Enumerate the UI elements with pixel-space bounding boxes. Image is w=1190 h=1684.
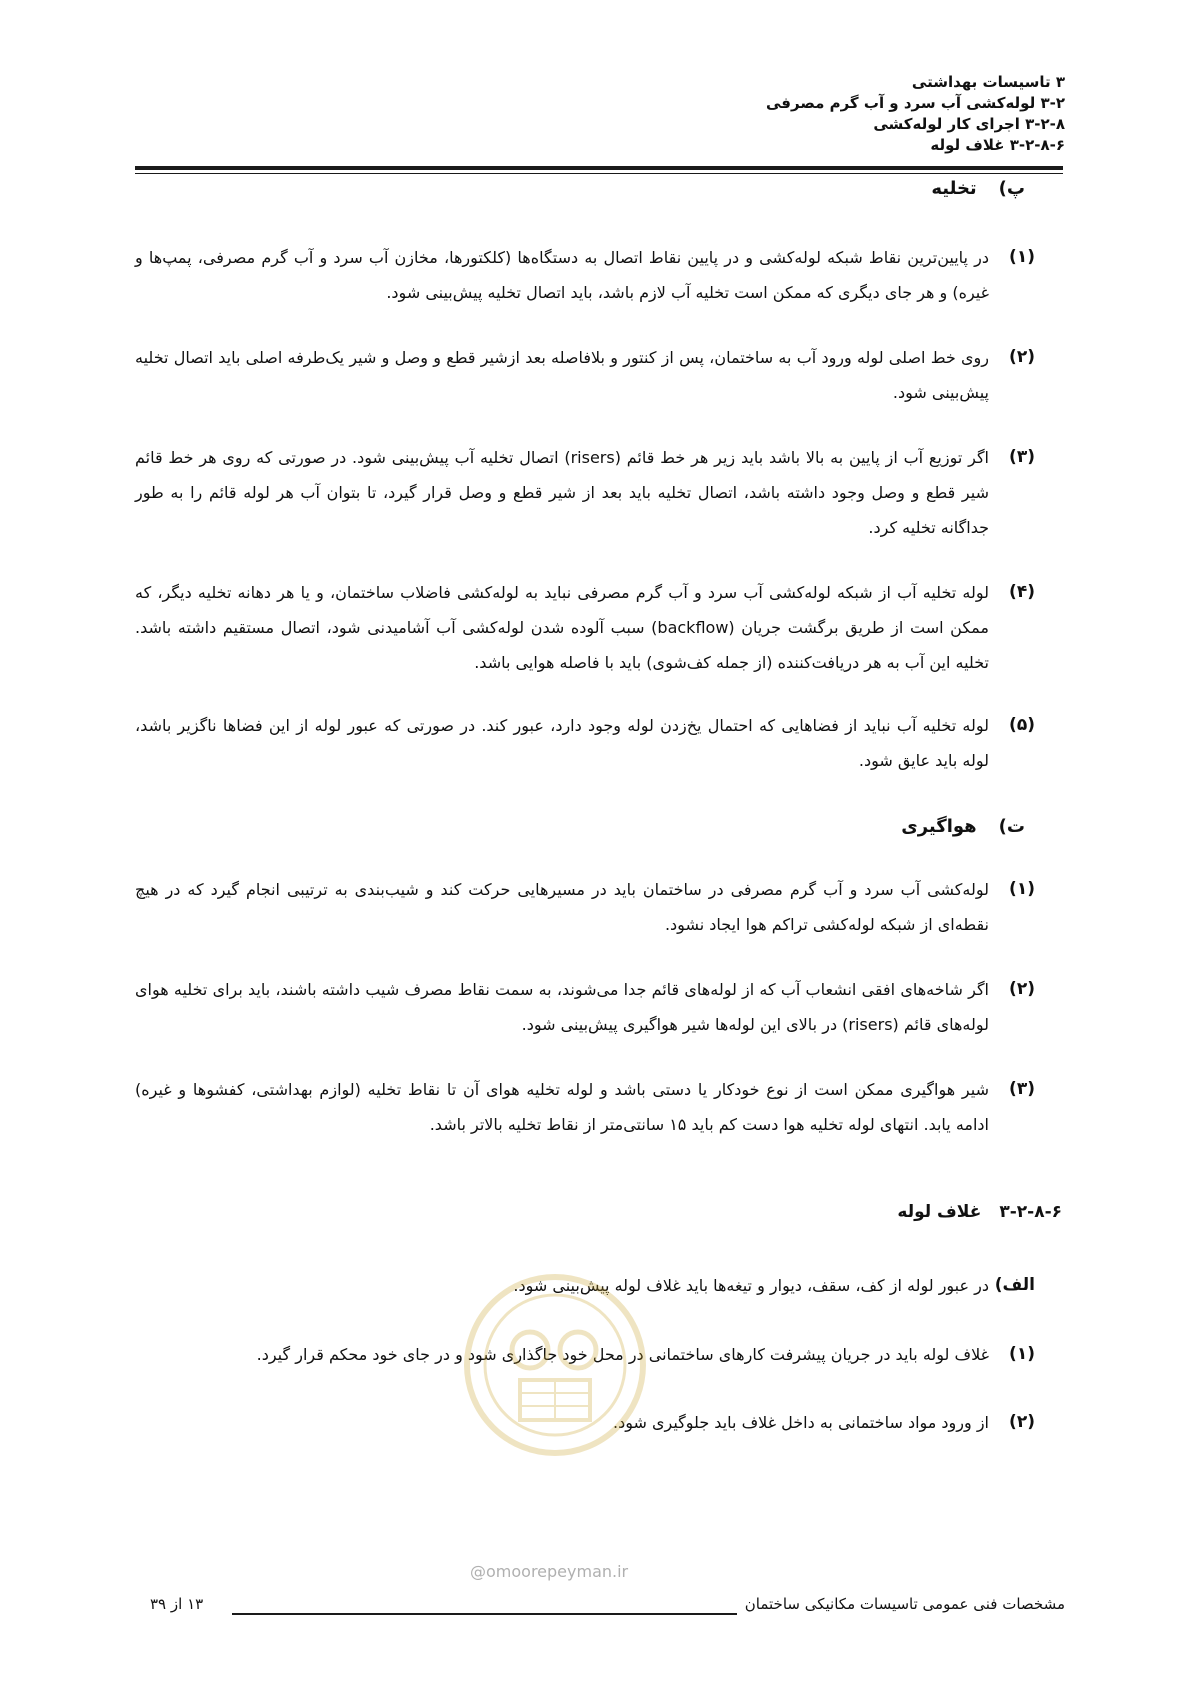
subsection-title: غلاف لوله	[897, 1202, 982, 1222]
drainage-item-2	[135, 340, 1035, 410]
section-title: هواگیری	[901, 816, 977, 837]
item-number: (۲)	[1009, 979, 1035, 999]
venting-item-1	[135, 872, 1035, 942]
section-label: ت)	[998, 816, 1025, 837]
item-text: لوله تخلیه آب از شبکه لوله‌کشی آب سرد و آب گرم مصرفی نباید به لوله‌کشی فاضلاب ساختمان، و یا هر دهانه تخلیه دیگر، که ممکن است از طریق برگشت جریان (backflow) سبب آلوده شدن لوله‌کشی آب آشامیدنی شود، اتصال مستقیم داشته باشد. تخلیه این آب به هر دریافت‌کننده (از جمله کف‌شوی) باید با فاصله هوایی باشد.	[135, 583, 989, 672]
item-text: روی خط اصلی لوله ورود آب به ساختمان، پس از کنتور و بلافاصله بعد ازشیر قطع و وصل و شیر یک‌طرفه اصلی باید اتصال تخلیه پیش‌بینی شود.	[135, 348, 989, 402]
item-number: (۳)	[1009, 447, 1035, 467]
footer-title: مشخصات فنی عمومی تاسیسات مکانیکی ساختمان	[744, 1595, 1065, 1613]
header-line-4: ۳-۲-۸-۶ غلاف لوله	[930, 136, 1065, 154]
item-number: (۵)	[1009, 715, 1035, 735]
item-text: شیر هواگیری ممکن است از نوع خودکار یا دستی باشد و لوله تخلیه هوای آن تا نقاط تخلیه (لوازم بهداشتی، کفشوها و غیره) ادامه یابد. انتهای لوله تخلیه هوا دست کم باید ۱۵ سانتی‌متر از نقاط تخلیه بالاتر باشد.	[135, 1080, 989, 1134]
item-number: (۱)	[1009, 879, 1035, 899]
drainage-item-1	[135, 240, 1035, 310]
footer-divider	[232, 1613, 737, 1615]
item-number: (۲)	[1009, 347, 1035, 367]
item-text: اگر توزیع آب از پایین به بالا باشد باید زیر هر خط قائم (risers) اتصال تخلیه آب پیش‌بینی شود. در صورتی که روی هر خط قائم شیر قطع و وصل وجود داشته باشد، اتصال تخلیه باید بعد از شیر قطع و وصل قرار گیرد، تا بتوان آب هر لوله قائم را به طور جداگانه تخلیه کرد.	[135, 448, 990, 537]
watermark-seal-icon	[460, 1270, 650, 1460]
item-text: غلاف لوله باید در جریان پیشرفت کارهای ساختمانی در محل خود جاگذاری شود و در جای خود محکم قرار گیرد.	[256, 1345, 989, 1364]
subsection-heading	[897, 1202, 1062, 1222]
header-divider-thin	[135, 173, 1063, 174]
section-label: پ)	[998, 178, 1025, 199]
item-number: (۱)	[1009, 1344, 1035, 1364]
drainage-item-4	[135, 575, 1035, 680]
header-line-2: ۳-۲ لوله‌کشی آب سرد و آب گرم مصرفی	[765, 94, 1065, 112]
item-number: (۲)	[1009, 1412, 1035, 1432]
section-heading-drainage	[931, 178, 1025, 199]
subsection-number: ۳-۲-۸-۶	[999, 1202, 1062, 1222]
footer-page-number: ۱۳ از ۳۹	[150, 1595, 204, 1613]
header-divider-thick	[135, 166, 1063, 170]
chapter-header	[565, 72, 1065, 156]
section-heading-air-venting	[901, 816, 1025, 837]
item-text: از ورود مواد ساختمانی به داخل غلاف باید جلوگیری شود.	[613, 1413, 989, 1432]
section-title: تخلیه	[931, 178, 977, 199]
item-text: در عبور لوله از کف، سقف، دیوار و تیغه‌ها باید غلاف لوله پیش‌بینی شود.	[513, 1276, 989, 1295]
venting-item-3	[135, 1072, 1035, 1142]
item-text: در پایین‌ترین نقاط شبکه لوله‌کشی و در پایین نقاط اتصال به دستگاه‌ها (کلکتورها، مخازن آب سرد و آب گرم مصرفی، پمپ‌ها و غیره) و هر جای دیگری که ممکن است تخلیه آب لازم باشد، باید اتصال تخلیه پیش‌بینی شود.	[135, 248, 989, 302]
drainage-item-3	[135, 440, 1035, 545]
item-text: اگر شاخه‌های افقی انشعاب آب که از لوله‌های قائم جدا می‌شوند، به سمت نقاط مصرف شیب داشته باشند، باید برای تخلیه هوای لوله‌های قائم (risers) در بالای این لوله‌ها شیر هواگیری پیش‌بینی شود.	[135, 980, 989, 1034]
item-number: (۴)	[1009, 582, 1035, 602]
item-number: (۳)	[1009, 1079, 1035, 1099]
item-number: (۱)	[1009, 247, 1035, 267]
watermark-url: @omoorepeyman.ir	[470, 1562, 629, 1581]
header-line-3: ۳-۲-۸ اجرای کار لوله‌کشی	[873, 115, 1065, 133]
drainage-item-5	[135, 708, 1035, 778]
item-number: الف)	[994, 1275, 1035, 1295]
item-text: لوله تخلیه آب نباید از فضاهایی که احتمال یخ‌زدن لوله وجود دارد، عبور کند. در صورتی که عبور لوله از این فضاها ناگزیر باشد، لوله باید عایق شود.	[135, 716, 989, 770]
item-text: لوله‌کشی آب سرد و آب گرم مصرفی در ساختمان باید در مسیرهایی حرکت کند و شیب‌بندی به ترتیبی انجام گیرد که در هیچ نقطه‌ای از شبکه لوله‌کشی تراکم هوا ایجاد نشود.	[135, 880, 989, 934]
venting-item-2	[135, 972, 1035, 1042]
header-line-1: ۳ تاسیسات بهداشتی	[911, 73, 1065, 91]
